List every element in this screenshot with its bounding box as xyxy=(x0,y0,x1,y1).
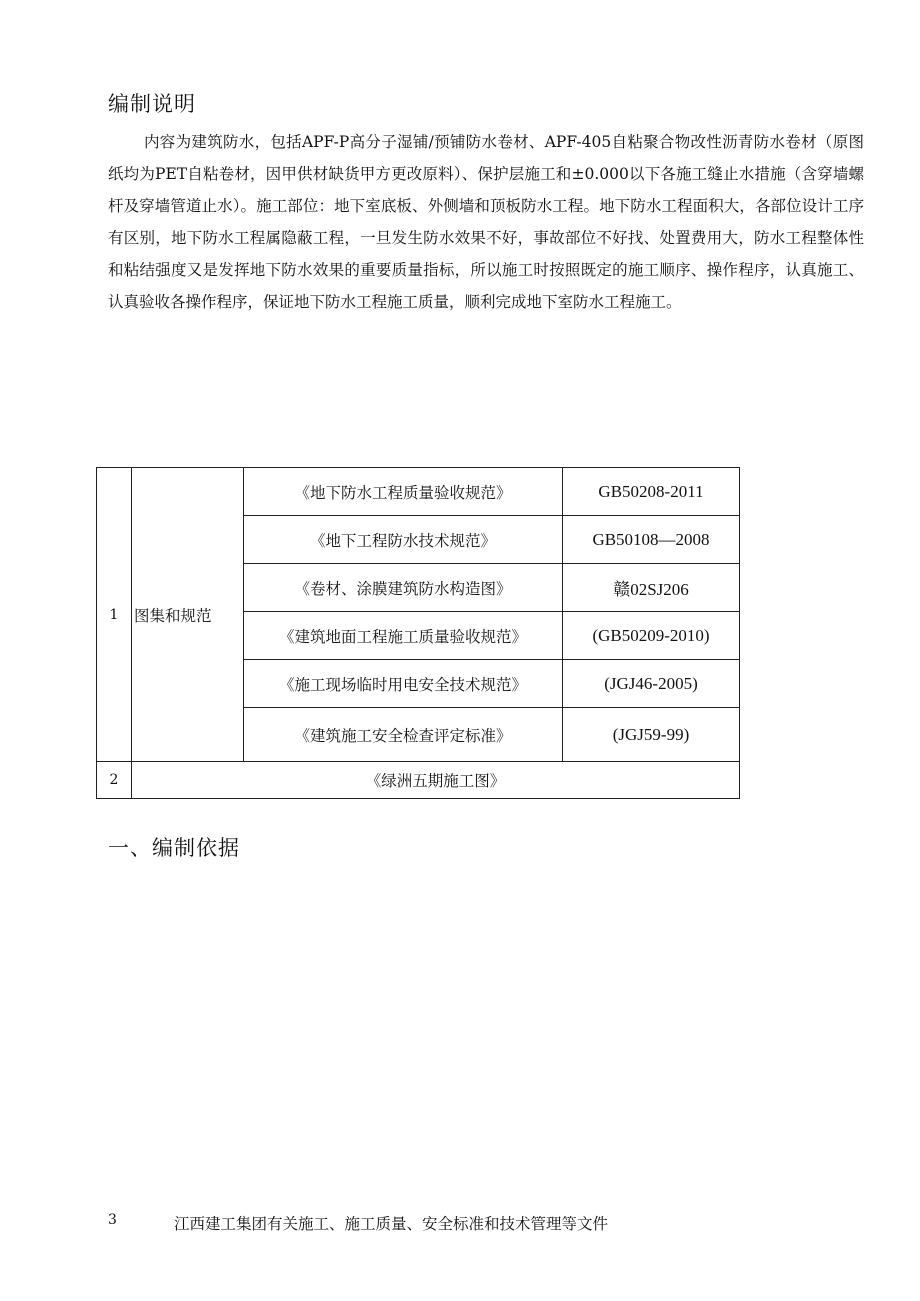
standard-name: 《地下防水工程质量验收规范》 xyxy=(244,468,563,516)
standard-code: GB50208-2011 xyxy=(563,468,740,516)
category-cell: 图集和规范 xyxy=(132,468,244,762)
standard-code: (GB50209-2010) xyxy=(563,612,740,660)
standard-code: 赣02SJ206 xyxy=(563,564,740,612)
footer-text: 江西建工集团有关施工、施工质量、安全标准和技术管理等文件 xyxy=(174,1215,609,1233)
row-number: 2 xyxy=(97,762,132,799)
standard-code: (JGJ46-2005) xyxy=(563,660,740,708)
row-number: 1 xyxy=(97,468,132,762)
intro-paragraph: 内容为建筑防水，包括APF-P高分子湿铺/预铺防水卷材、APF-405自粘聚合物改性沥青防水卷材（原图纸均为PET自粘卷材，因甲供材缺货甲方更改原料）、保护层施工和±0.000以下各施工缝止水措施（含穿墙螺杆及穿墙管道止水）。施工部位：地下室底板、外侧墙和顶板防水工程。地下防水工程面积大，各部位设计工序有区别，地下防水工程属隐蔽工程，一旦发生防水效果不好，事故部位不好找、处置费用大，防水工程整体性和粘结强度又是发挥地下防水效果的重要质量指标，所以施工时按照既定的施工顺序、操作程序，认真施工、认真验收各操作程序，保证地下防水工程施工质量，顺利完成地下室防水工程施工。 xyxy=(108,133,864,311)
table-row xyxy=(97,468,740,516)
table-row xyxy=(97,762,740,799)
standard-name: 《地下工程防水技术规范》 xyxy=(244,516,563,564)
standard-code: GB50108—2008 xyxy=(563,516,740,564)
footer-row xyxy=(0,1212,920,1236)
reference-table xyxy=(96,467,740,799)
standard-name: 《建筑施工安全检查评定标准》 xyxy=(244,708,563,762)
standard-name: 《施工现场临时用电安全技术规范》 xyxy=(244,660,563,708)
footer-number: 3 xyxy=(108,1212,117,1228)
standard-name: 《建筑地面工程施工质量验收规范》 xyxy=(244,612,563,660)
standard-name: 《卷材、涂膜建筑防水构造图》 xyxy=(244,564,563,612)
drawing-reference: 《绿洲五期施工图》 xyxy=(132,762,740,799)
basis-heading: 一、编制依据 xyxy=(108,836,240,860)
intro-heading: 编制说明 xyxy=(108,92,196,116)
standard-code: (JGJ59-99) xyxy=(563,708,740,762)
